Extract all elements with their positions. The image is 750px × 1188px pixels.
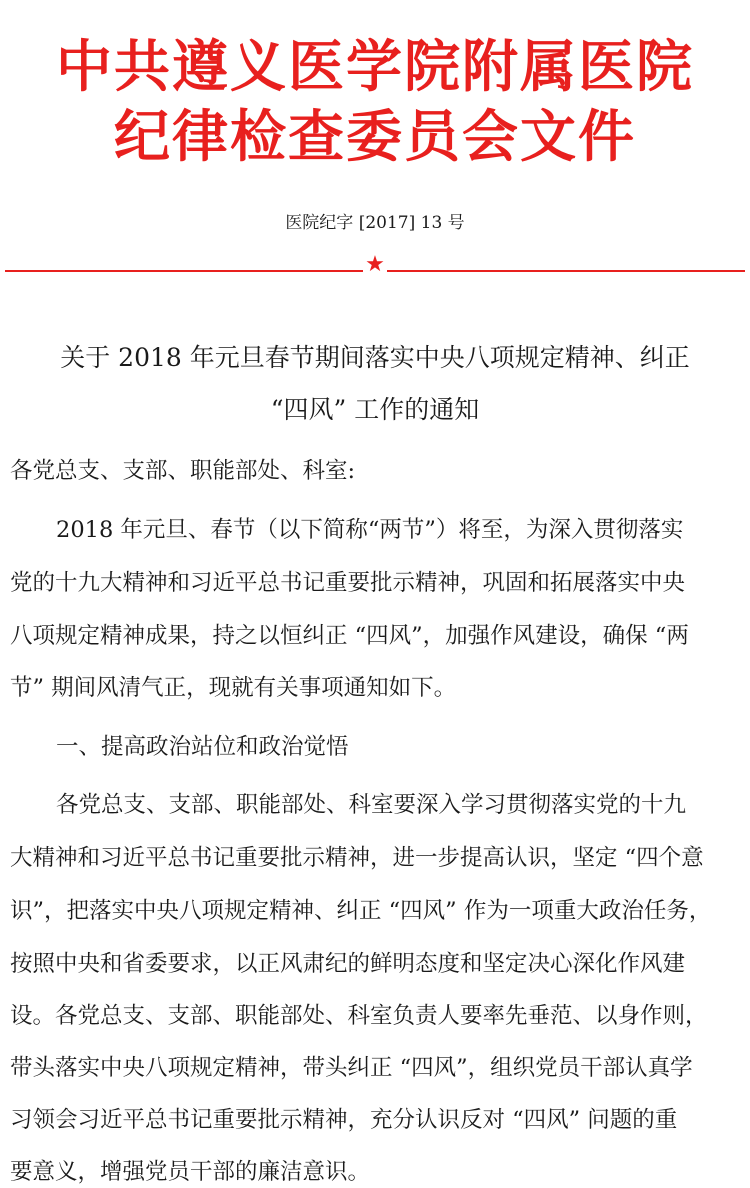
document-number: 医院纪字 [2017] 13 号 [285,213,465,233]
red-divider-left [5,270,363,272]
notice-title-line1: 关于 2018 年元旦春节期间落实中央八项规定精神、纠正 [60,343,690,372]
intro-line: 2018 年元旦、春节（以下简称“两节”）将至，为深入贯彻落实 [56,517,684,543]
section1-line: 带头落实中央八项规定精神，带头纠正 “四风”，组织党员干部认真学 [10,1055,693,1081]
section1-line: 要意义，增强党员干部的廉洁意识。 [10,1159,371,1185]
intro-line: 节” 期间风清气正，现就有关事项通知如下。 [10,675,457,701]
section1-line: 设。各党总支、支部、职能部处、科室负责人要率先垂范、以身作则， [10,1003,708,1029]
issuer-title-line1: 中共遵义医学院附属医院 [56,35,694,100]
notice-title-line2: “四风” 工作的通知 [270,395,480,424]
star-icon: ★ [365,252,385,277]
section1-line: 习领会习近平总书记重要批示精神，充分认识反对 “四风” 问题的重 [10,1107,678,1133]
issuer-title-line2: 纪律检查委员会文件 [114,105,636,170]
intro-line: 党的十九大精神和习近平总书记重要批示精神，巩固和拓展落实中央 [10,570,686,596]
section1-heading: 一、提高政治站位和政治觉悟 [56,734,349,760]
section1-line: 大精神和习近平总书记重要批示精神，进一步提高认识，坚定 “四个意 [10,845,704,871]
section1-line: 各党总支、支部、职能部处、科室要深入学习贯彻落实党的十九 [56,792,687,818]
salutation: 各党总支、支部、职能部处、科室: [10,458,356,484]
intro-line: 八项规定精神成果，持之以恒纠正 “四风”，加强作风建设，确保 “两 [10,623,689,649]
section1-line: 识”，把落实中央八项规定精神、纠正 “四风” 作为一项重大政治任务， [10,898,712,924]
section1-line: 按照中央和省委要求，以正风肃纪的鲜明态度和坚定决心深化作风建 [10,951,686,977]
red-divider-right [387,270,745,272]
